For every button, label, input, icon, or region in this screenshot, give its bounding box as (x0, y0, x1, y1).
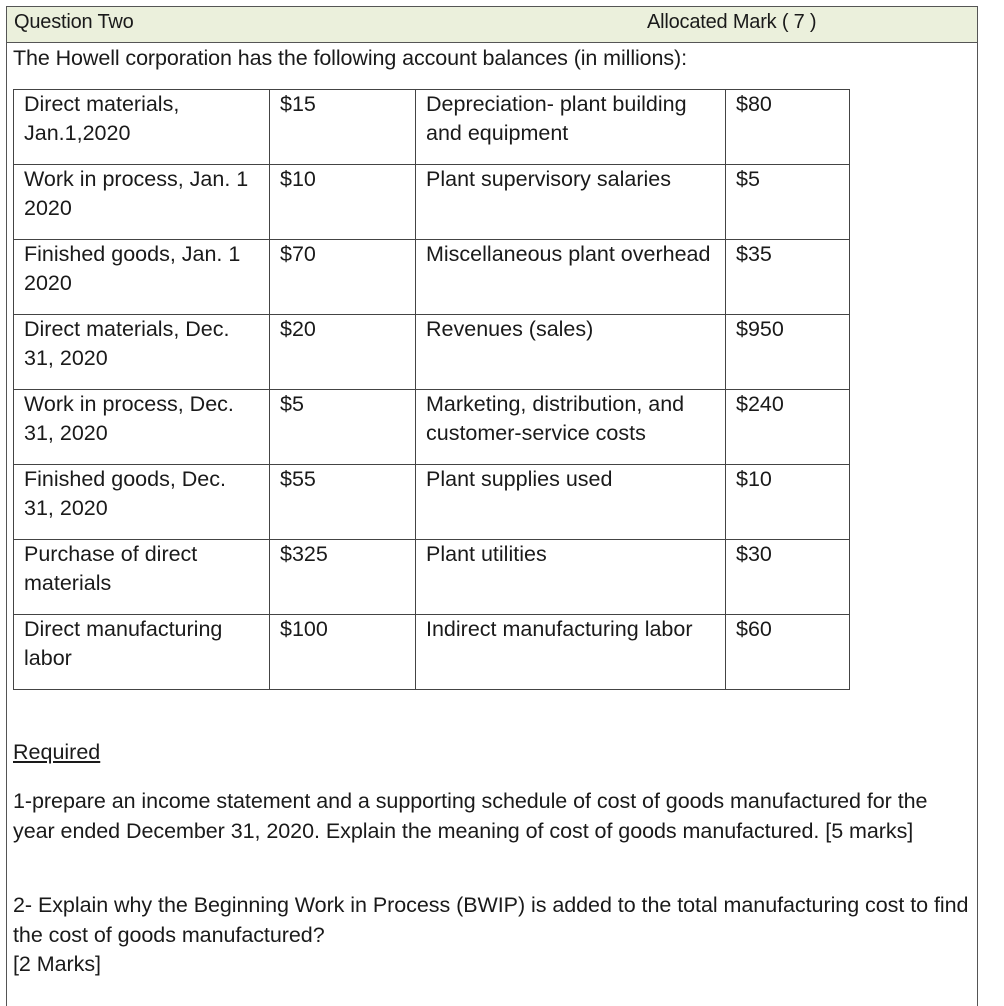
account-label: Plant supervisory salaries (426, 167, 671, 191)
question-2-marks: [2 Marks] (13, 952, 101, 976)
table-cell (726, 240, 850, 315)
table-row (14, 465, 850, 540)
table-row (14, 315, 850, 390)
table-row (14, 165, 850, 240)
account-label: Indirect manufacturing labor (426, 617, 693, 641)
account-label: Purchase of direct materials (24, 542, 198, 595)
table-cell (270, 240, 416, 315)
account-value: $10 (280, 167, 316, 191)
table-cell (726, 540, 850, 615)
table-cell (726, 90, 850, 165)
table-cell (14, 540, 270, 615)
table-cell (14, 615, 270, 690)
table-cell (416, 315, 726, 390)
question-1: 1-prepare an income statement and a supporting schedule of cost of goods manufactured for the year ended December 31, 2020. Explain the meaning of cost of goods manufactured. [5 marks] (13, 789, 928, 843)
table-row (14, 240, 850, 315)
account-value: $5 (280, 392, 304, 416)
table-row (14, 90, 850, 165)
account-value: $240 (736, 392, 784, 416)
table-cell (270, 465, 416, 540)
account-label: Work in process, Dec. 31, 2020 (24, 392, 234, 445)
account-label: Direct materials, Jan.1,2020 (24, 92, 180, 145)
table-cell (416, 165, 726, 240)
table-cell (726, 165, 850, 240)
question-frame (6, 6, 978, 1006)
account-value: $15 (280, 92, 316, 116)
table-row (14, 540, 850, 615)
table-cell (726, 465, 850, 540)
account-label: Plant utilities (426, 542, 547, 566)
table-cell (14, 465, 270, 540)
intro-text: The Howell corporation has the following account balances (in millions): (13, 46, 687, 70)
account-label: Finished goods, Dec. 31, 2020 (24, 467, 226, 520)
table-cell (270, 315, 416, 390)
account-label: Finished goods, Jan. 1 2020 (24, 242, 241, 295)
table-row (14, 615, 850, 690)
table-cell (14, 390, 270, 465)
account-value: $60 (736, 617, 772, 641)
table-cell (416, 615, 726, 690)
account-value: $950 (736, 317, 784, 341)
table-cell (726, 315, 850, 390)
table-cell (416, 90, 726, 165)
account-value: $100 (280, 617, 328, 641)
table-cell (416, 465, 726, 540)
table-cell (270, 540, 416, 615)
table-cell (416, 240, 726, 315)
table-cell (14, 315, 270, 390)
account-value: $35 (736, 242, 772, 266)
table-cell (416, 390, 726, 465)
account-label: Revenues (sales) (426, 317, 594, 341)
question-title: Question Two (14, 11, 134, 33)
account-value: $70 (280, 242, 316, 266)
account-label: Direct manufacturing labor (24, 617, 223, 670)
table-cell (14, 240, 270, 315)
table-cell (270, 165, 416, 240)
account-value: $5 (736, 167, 760, 191)
account-balances-table (13, 89, 850, 690)
table-cell (416, 540, 726, 615)
table-cell (726, 390, 850, 465)
question-2-text: 2- Explain why the Beginning Work in Process (BWIP) is added to the total manufacturing cost to find the cost of goods manufactured? (13, 893, 969, 947)
account-label: Work in process, Jan. 1 2020 (24, 167, 249, 220)
account-label: Plant supplies used (426, 467, 613, 491)
table-cell (270, 615, 416, 690)
question-2 (13, 891, 973, 980)
table-row (14, 390, 850, 465)
account-value: $325 (280, 542, 328, 566)
question-header (7, 7, 977, 43)
table-cell (14, 165, 270, 240)
account-value: $30 (736, 542, 772, 566)
account-label: Marketing, distribution, and customer-service costs (426, 392, 685, 445)
required-heading: Required (13, 740, 101, 764)
table-cell (270, 90, 416, 165)
table-cell (270, 390, 416, 465)
account-value: $80 (736, 92, 772, 116)
table-cell (726, 615, 850, 690)
account-label: Miscellaneous plant overhead (426, 242, 711, 266)
table-cell (14, 90, 270, 165)
allocated-mark: Allocated Mark ( 7 ) (647, 11, 817, 33)
account-label: Depreciation- plant building and equipment (426, 92, 687, 145)
account-value: $55 (280, 467, 316, 491)
account-value: $20 (280, 317, 316, 341)
account-value: $10 (736, 467, 772, 491)
account-label: Direct materials, Dec. 31, 2020 (24, 317, 230, 370)
